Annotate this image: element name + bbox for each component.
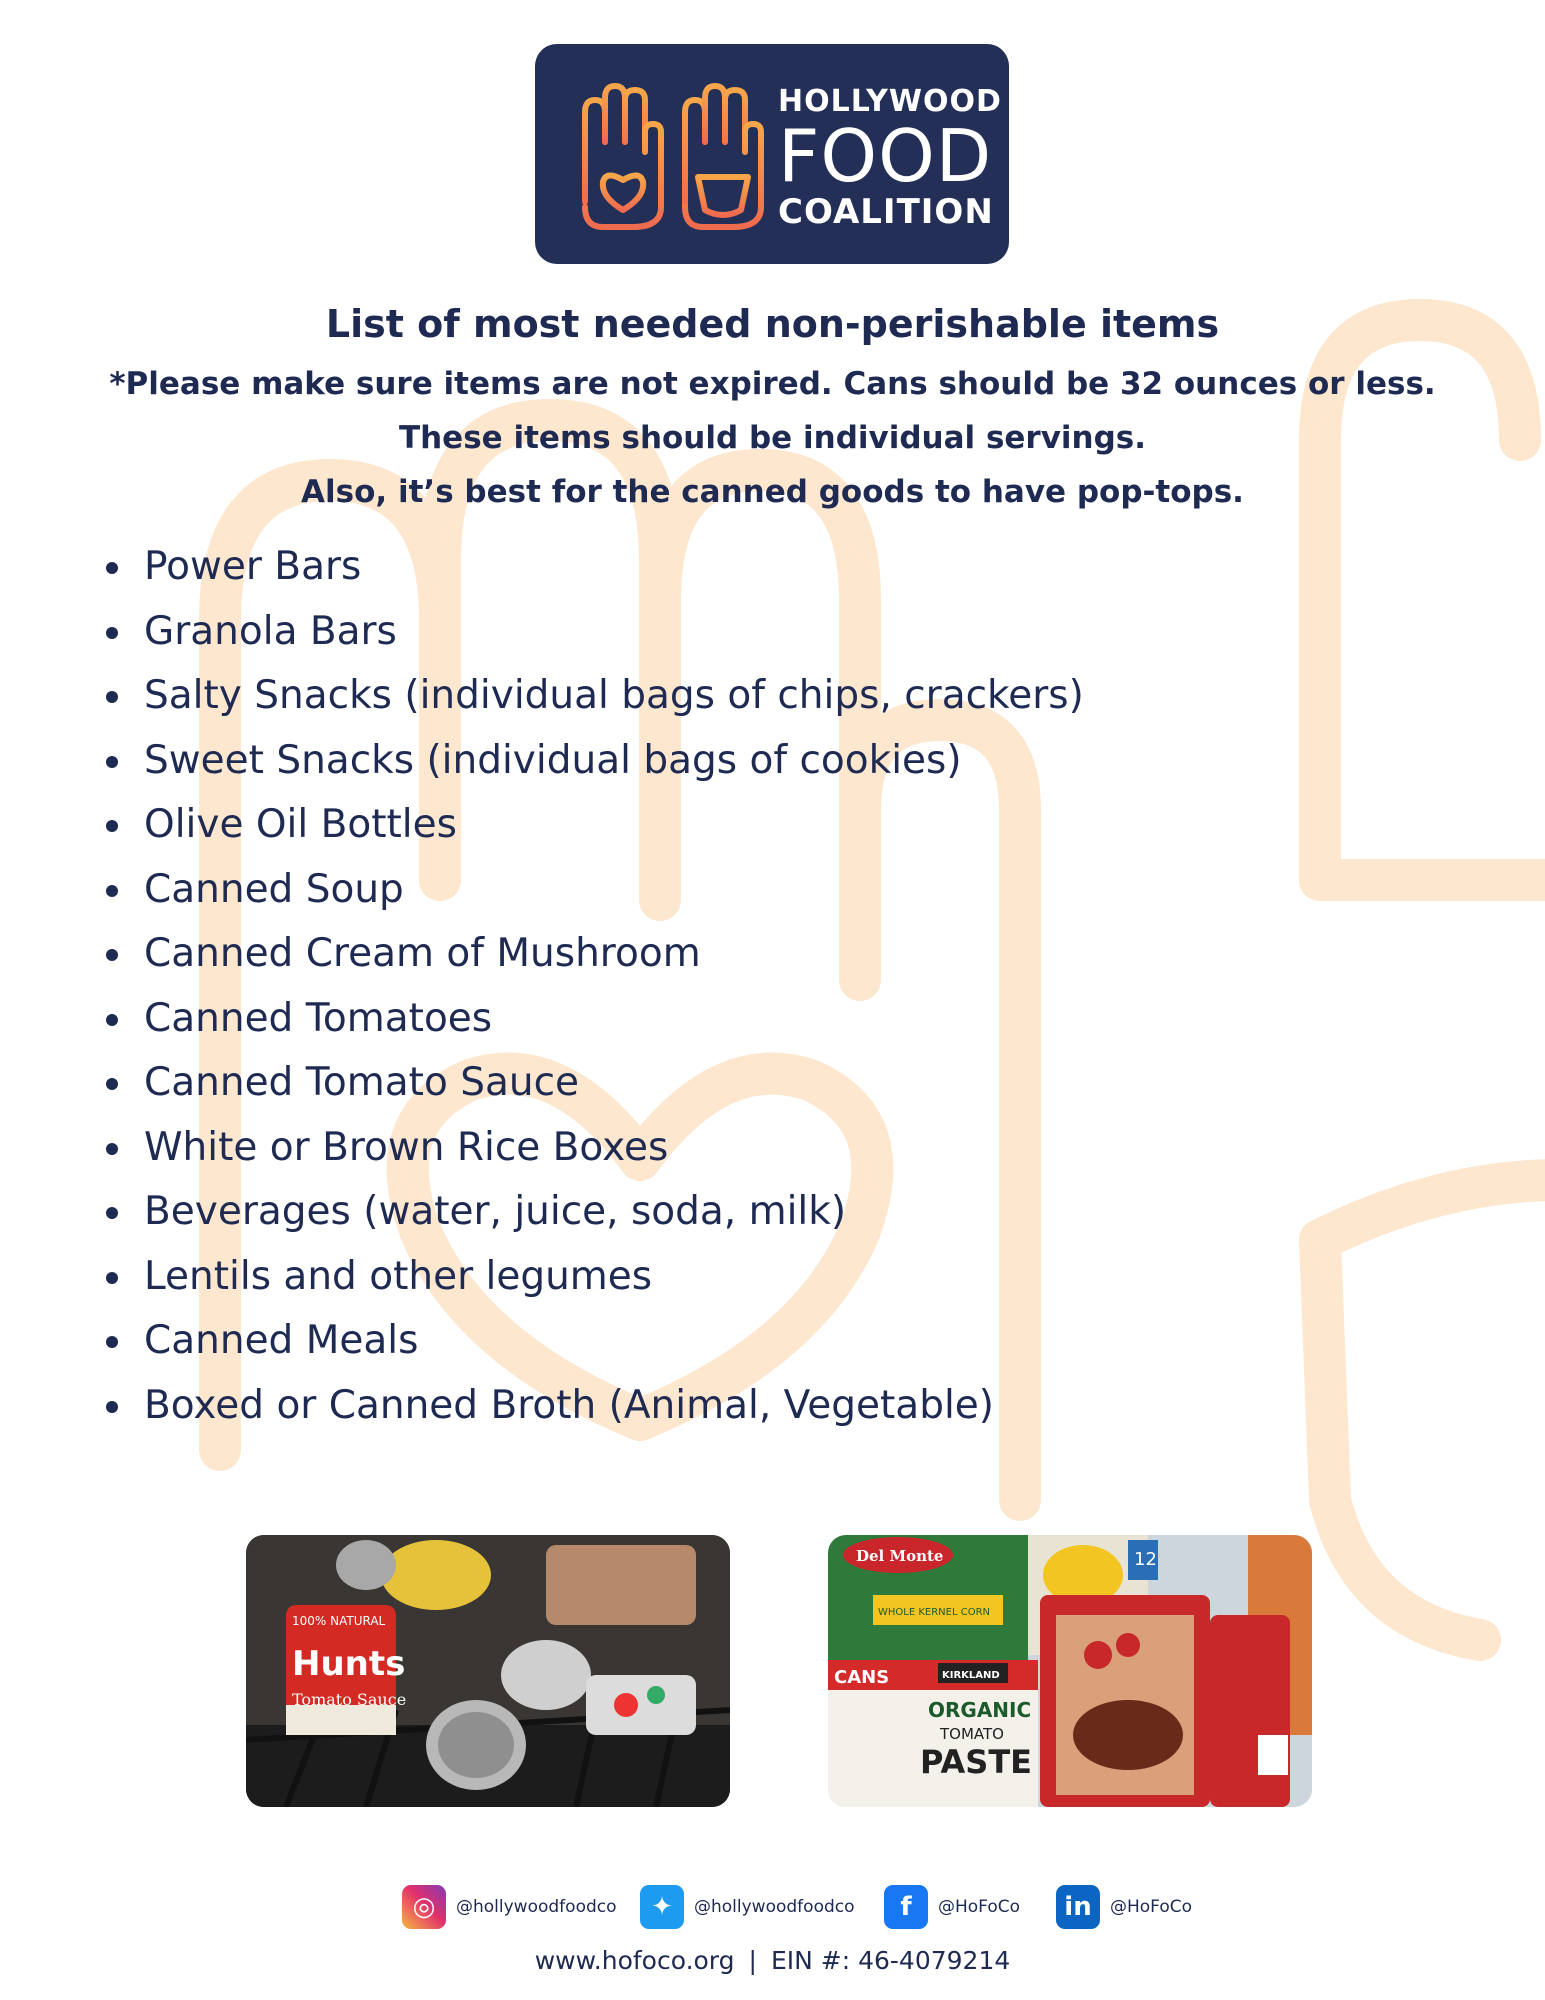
instagram-link[interactable] <box>402 1884 617 1930</box>
linkedin-handle: @HoFoCo <box>1110 1897 1193 1917</box>
list-item: Canned Tomato Sauce <box>100 1051 1084 1116</box>
list-item: Canned Tomatoes <box>100 987 1084 1052</box>
bullet-icon <box>106 756 118 768</box>
photo1-tag: 100% NATURAL <box>292 1614 386 1628</box>
logo-text-coalition: COALITION <box>778 192 994 232</box>
bullet-icon <box>106 1272 118 1284</box>
photo2-product2-line3: PASTE <box>920 1743 1033 1781</box>
photo2-brand2: KIRKLAND <box>942 1670 1000 1681</box>
linkedin-link[interactable] <box>1056 1884 1192 1930</box>
list-item: Canned Meals <box>100 1309 1084 1374</box>
note-expiry: *Please make sure items are not expired. Cans should be 32 ounces or less. <box>109 366 1436 402</box>
note-pop-tops: Also, it’s best for the canned goods to have pop-tops. <box>301 474 1244 510</box>
list-item: Sweet Snacks (individual bags of cookies) <box>100 729 1084 794</box>
photo2-brand1: Del Monte <box>856 1547 944 1565</box>
footer <box>0 1946 1545 1975</box>
list-item: White or Brown Rice Boxes <box>100 1116 1084 1181</box>
photo2-product1: WHOLE KERNEL CORN <box>878 1607 991 1618</box>
list-item: Boxed or Canned Broth (Animal, Vegetable) <box>100 1374 1084 1439</box>
facebook-link[interactable] <box>884 1884 1020 1930</box>
linkedin-icon: in <box>1056 1885 1100 1929</box>
list-item: Granola Bars <box>100 600 1084 665</box>
website-link[interactable]: www.hofoco.org <box>534 1946 735 1975</box>
logo-text-food: FOOD <box>778 114 993 198</box>
twitter-icon: ✦ <box>640 1885 684 1929</box>
facebook-handle: @HoFoCo <box>938 1897 1021 1917</box>
bullet-icon <box>106 1014 118 1026</box>
photo2-product2-line1: ORGANIC <box>928 1698 1032 1722</box>
bullet-icon <box>106 691 118 703</box>
bullet-icon <box>106 627 118 639</box>
photo1-brand: Hunts <box>292 1644 406 1684</box>
bullet-icon <box>106 949 118 961</box>
twitter-handle: @hollywoodfoodco <box>694 1897 855 1917</box>
ein-number: EIN #: 46-4079214 <box>770 1946 1011 1975</box>
list-item: Canned Cream of Mushroom <box>100 922 1084 987</box>
photo2-cans-label: CANS <box>834 1667 890 1688</box>
logo-text-hollywood: HOLLYWOOD <box>778 84 1002 119</box>
bullet-icon <box>106 885 118 897</box>
note-servings: These items should be individual servings. <box>398 420 1147 456</box>
canned-goods-crate-photo <box>246 1535 730 1807</box>
bullet-icon <box>106 820 118 832</box>
bullet-icon <box>106 1336 118 1348</box>
list-item: Beverages (water, juice, soda, milk) <box>100 1180 1084 1245</box>
needed-items-list <box>100 535 1084 1438</box>
hands-logo-icon <box>573 82 773 232</box>
photo1-product: Tomato Sauce <box>292 1690 407 1709</box>
photo2-product2-line2: TOMATO <box>940 1725 1004 1743</box>
list-item: Olive Oil Bottles <box>100 793 1084 858</box>
page-title: List of most needed non-perishable items <box>325 302 1220 346</box>
list-item: Salty Snacks (individual bags of chips, crackers) <box>100 664 1084 729</box>
tomato-paste-cans-photo <box>828 1535 1312 1807</box>
list-item: Lentils and other legumes <box>100 1245 1084 1310</box>
facebook-icon: f <box>884 1885 928 1929</box>
footer-separator: | <box>748 1946 757 1975</box>
bullet-icon <box>106 1207 118 1219</box>
instagram-icon: ◎ <box>402 1885 446 1929</box>
bullet-icon <box>106 1078 118 1090</box>
instagram-handle: @hollywoodfoodco <box>456 1897 617 1917</box>
list-item: Power Bars <box>100 535 1084 600</box>
bullet-icon <box>106 1143 118 1155</box>
bullet-icon <box>106 1401 118 1413</box>
list-item: Canned Soup <box>100 858 1084 923</box>
bullet-icon <box>106 562 118 574</box>
photo2-count: 12 <box>1134 1549 1157 1570</box>
hollywood-food-coalition-logo <box>535 44 1009 264</box>
twitter-link[interactable] <box>640 1884 855 1930</box>
